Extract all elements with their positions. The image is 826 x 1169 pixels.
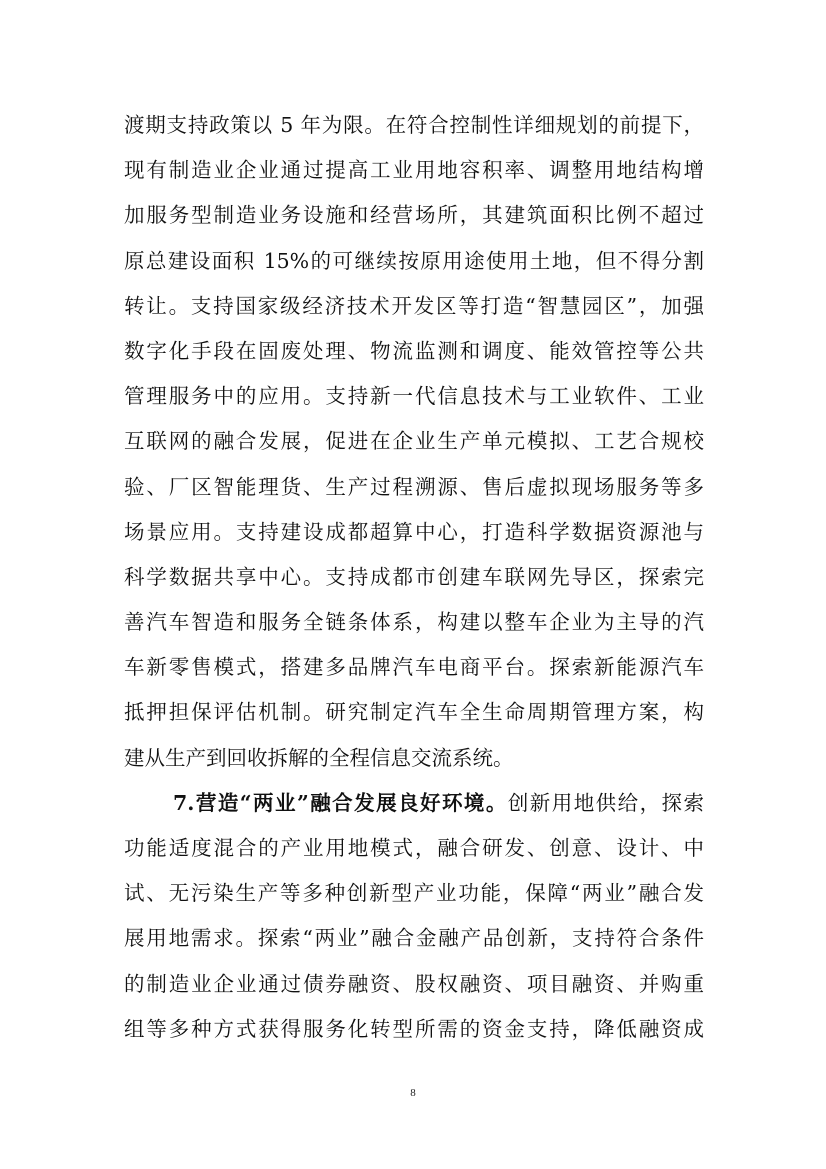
text-line: 科学数据共享中心。支持成都市创建车联网先导区，探索完 [124,564,704,589]
text-line: 展用地需求。探索“两业”融合金融产品创新，支持符合条件 [124,926,704,951]
paragraph-1 [124,103,704,781]
paragraph-first-line [124,781,704,826]
text-line: 抵押担保评估机制。研究制定汽车全生命周期管理方案，构 [124,700,704,725]
text-line: 管理服务中的应用。支持新一代信息技术与工业软件、工业 [124,384,704,409]
text-line: 功能适度混合的产业用地模式，融合研发、创意、设计、中 [124,836,704,860]
text-line: 加服务型制造业务设施和经营场所，其建筑面积比例不超过 [124,203,704,228]
text-line: 原总建设面积 15%的可继续按原用途使用土地，但不得分割 [124,248,704,273]
text-line: 现有制造业企业通过提高工业用地容积率、调整用地结构增 [124,158,704,183]
text-line: 数字化手段在固废处理、物流监测和调度、能效管控等公共 [124,338,704,363]
text-line: 建从生产到回收拆解的全程信息交流系统。 [124,745,514,770]
text-line: 渡期支持政策以 5 年为限。在符合控制性详细规划的前提下， [124,113,704,137]
text-line: 的制造业企业通过债券融资、股权融资、项目融资、并购重 [124,971,704,996]
paragraph-2 [124,781,704,1052]
section-heading: 7.营造“两业”融合发展良好环境。 [173,790,508,815]
text-line: 试、无污染生产等多种创新型产业功能，保障“两业”融合发 [124,881,704,906]
text-line: 验、厂区智能理货、生产过程溯源、售后虚拟现场服务等多 [124,474,704,499]
page-number: 8 [410,1087,416,1099]
body-text [124,103,704,1052]
text-line: 车新零售模式，搭建多品牌汽车电商平台。探索新能源汽车 [124,655,704,680]
text-line: 组等多种方式获得服务化转型所需的资金支持，降低融资成 [124,1016,704,1041]
text-line: 场景应用。支持建设成都超算中心，打造科学数据资源池与 [124,519,704,544]
text-line: 互联网的融合发展，促进在企业生产单元模拟、工艺合规校 [124,429,704,454]
text-run: 创新用地供给，探索 [507,790,704,815]
text-line: 转让。支持国家级经济技术开发区等打造“智慧园区”，加强 [124,293,704,318]
text-line: 善汽车智造和服务全链条体系，构建以整车企业为主导的汽 [124,610,704,635]
